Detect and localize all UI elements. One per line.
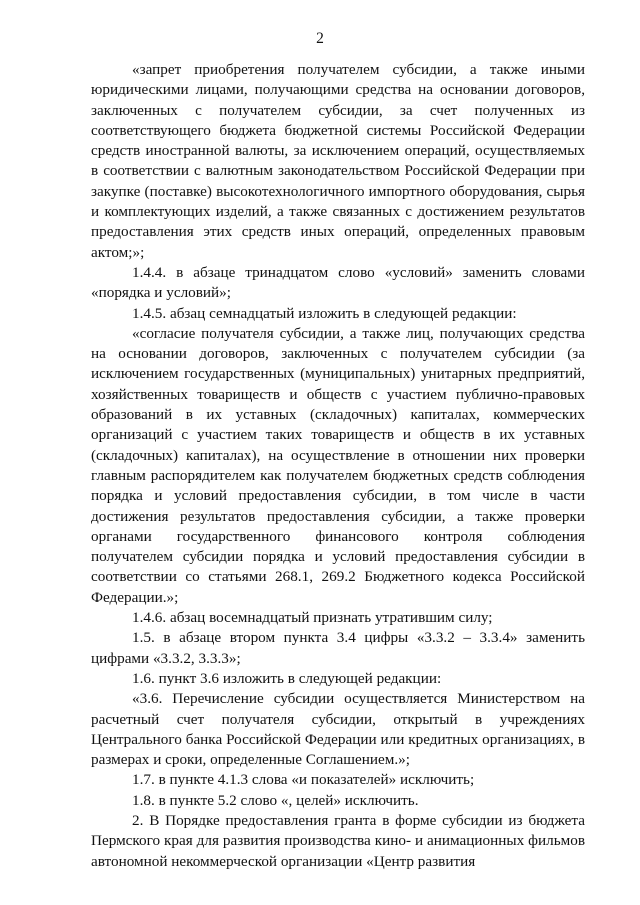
paragraph-2: 2. В Порядке предоставления гранта в форме субсидии из бюджета Пермского края для развития производства кино- и анимационных фильмов автономной некоммерческой организации «Центр развития: [91, 811, 585, 870]
paragraph-currency-prohibition: «запрет приобретения получателем субсидии, а также иными юридическими лицами, получающими средства на основании договоров, заключенных с получателем субсидии, за счет полученных из соответствующего бюджета бюджетной системы Российской Федерации средств иностранной валюты, за исключением операций, осуществляемых в соответствии с валютным законодательством Российской Федерации при закупке (поставке) высокотехнологичного импортного оборудования, сырья и комплектующих изделий, а также связанных с достижением результатов предоставления этих средств иных операций, определенных правовым актом;»;: [91, 61, 585, 261]
paragraph-1-8: 1.8. в пункте 5.2 слово «, целей» исключить.: [132, 791, 419, 809]
page-number: 2: [316, 30, 324, 47]
paragraph-1-5: 1.5. в абзаце втором пункта 3.4 цифры «3.3.2 – 3.3.4» заменить цифрами «3.3.2, 3.3.3»;: [91, 629, 585, 667]
paragraph-3-6-text: «3.6. Перечисление субсидии осуществляется Министерством на расчетный счет получателя субсидии, открытый в учреждениях Центрального банка Российской Федерации или кредитных организациях, в размерах и сроки, определенные Соглашением.»;: [91, 690, 585, 769]
paragraph-1-7: 1.7. в пункте 4.1.3 слова «и показателей» исключить;: [132, 771, 475, 789]
document-body: [91, 60, 585, 872]
paragraph-1-4-4: 1.4.4. в абзаце тринадцатом слово «условий» заменить словами «порядка и условий»;: [91, 263, 585, 302]
paragraph-1-6: 1.6. пункт 3.6 изложить в следующей редакции:: [132, 669, 442, 687]
paragraph-consent-clause: «согласие получателя субсидии, а также лиц, получающих средства на основании договоров, заключенных с получателем субсидии (за исключением государственных (муниципальных) унитарных предприятий, хозяйственных товариществ и обществ с участием публично-правовых образований в их уставных (складочных) капиталах, коммерческих организаций с участием таких товариществ и обществ в их уставных (складочных) капиталах), на осуществление в отношении них проверки главным распорядителем как получателем бюджетных средств соблюдения порядка и условий предоставления субсидии, в том числе в части достижения результатов предоставления субсидии, а также проверки органами государственного финансового контроля соблюдения получателем субсидии порядка и условий предоставления субсидии в соответствии со статьями 268.1, 269.2 Бюджетного кодекса Российской Федерации.»;: [91, 324, 585, 606]
paragraph-1-4-6: 1.4.6. абзац восемнадцатый признать утратившим силу;: [132, 609, 493, 627]
paragraph-1-4-5: 1.4.5. абзац семнадцатый изложить в следующей редакции:: [132, 304, 517, 322]
